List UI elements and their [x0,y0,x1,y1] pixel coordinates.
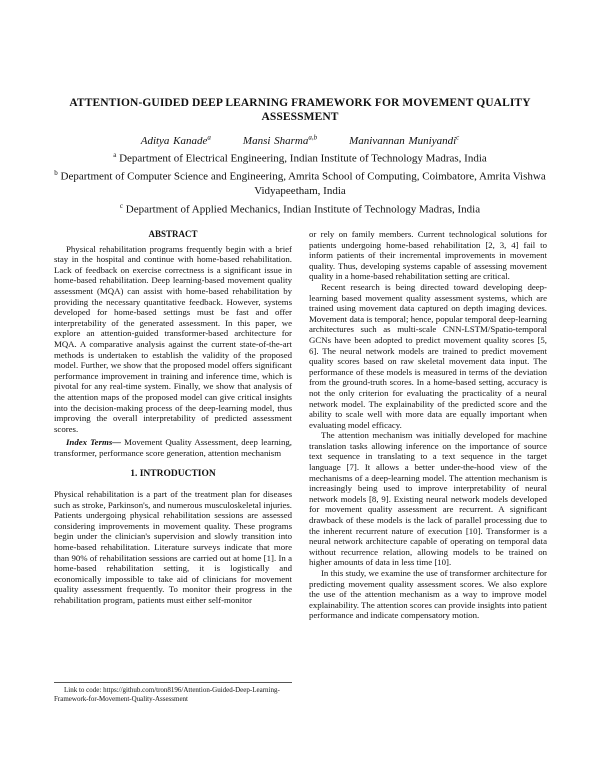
abstract-heading: ABSTRACT [148,229,198,239]
paper-title: ATTENTION-GUIDED DEEP LEARNING FRAMEWORK FOR MOVEMENT QUALITY ASSESSMENT [69,97,531,123]
affiliation: $^a$ Department of Electrical Engineering, Indian Institute of Technology Madras, India [113,151,487,165]
author-name: Aditya Kanade$^a$ [140,133,211,147]
left-column [54,229,292,606]
body-paragraph: In this study, we examine the use of transformer architecture for predicting movement quality assessment scores. We also explore the use of the attention mechanism as a way to improve model explainability. The attention scores can provide insights into patient performance and indicate compensatory motion. [309,568,547,621]
body-paragraph: or rely on family members. Current technological solutions for patients undergoing home-based rehabilitation [2, 3, 4] fail to inform patients of their incremental improvements in movement quality. Thus, developing systems capable of assessing movement quality in a home-based rehabilitation setting are critical. [309,229,547,282]
body-paragraph: The attention mechanism was initially developed for machine translation tasks allowing inference on the importance of source text sequence in translating to a text sequence in the target language [7]. It allows a better under-the-hood view of the mechanisms of a deep-learning model. The attention mechanism is increasingly being used to improve interpretability of neural network models [8, 9]. Existing neural network models developed for movement quality assessment are recurrent. A significant drawback of these models is the lack of parallel processing due to the inherent recurrent nature of execution [10]. Transformer is a neural network architecture capable of operating on temporal data without recurrence relation, allowing models to be trained on higher amounts of data in less time [10]. [309,430,547,568]
footnote [54,682,292,704]
index-terms: Index Terms— Movement Quality Assessment, deep learning, transformer, performance score generation, attention mechanism [54,437,292,458]
section-heading-introduction: 1. INTRODUCTION [130,469,216,480]
intro-paragraph: Physical rehabilitation is a part of the treatment plan for diseases such as stroke, Parkinson's, and numerous musculoskeletal injuries. Patients undergoing physical rehabilitation sessions are assessed considering improvements in movement quality. These programs begin under the clinician's supervision and slowly transition into home-based rehabilitation. Literature surveys indicate that more than 90% of rehabilitation sessions are carried out at home [1]. In a home-based rehabilitation setting, it is logistically and economically impossible to take aid of clinicians for movement quality assessment frequently. To monitor their progress in the rehabilitation program, patients must either self-monitor [54,489,292,605]
affiliation: $^c$ Department of Applied Mechanics, Indian Institute of Technology Madras, India [119,201,481,216]
right-column [309,229,547,621]
author-list [0,133,600,147]
author-name: Manivannan Muniyandi$^c$ [349,133,460,147]
author-name: Mansi Sharma$^{a,b}$ [242,133,318,147]
body-paragraph: Recent research is being directed toward developing deep-learning based movement quality assessment systems, which are trained using movement data captured on depth imaging devices. Movement data is temporal; hence, popular temporal deep-learning architectures such as multi-scale CNN-LSTM/Spatio-temporal GCNs have been adopted to predict movement quality scores [5, 6]. The neural network models are trained to predict movement quality scores based on raw skeletal movement data input. The performance of these models is measured in terms of the deviation from the ground-truth scores. In a home-based setting, accuracy is not the only criterion for evaluating the practicality of a neural network model. The explainability of the predicted score and the ability to scale well with more data are equally important when evaluating model efficacy. [309,281,547,430]
affiliation-list [40,148,560,217]
footnote-text: Link to code: https://github.com/tron8196/Attention-Guided-Deep-Learning-Framework-for-Movement-Quality-Assessment [54,686,280,703]
abstract-text: Physical rehabilitation programs frequently begin with a brief stay in the hospital and continue with home-based rehabilitation. Lack of feedback on exercise correctness is a significant issue in home-based rehabilitation. Deep learning-based movement quality assessment (MQA) can assist with home-based rehabilitation by providing the necessary quantitative feedback. However, systems developed for home-based settings must be fast and offer interpretability of the generated assessment. In this paper, we explore an attention-guided transformer-based architecture for MQA. A comparative analysis against the current state-of-the-art methods is undertaken to establish the validity of the proposed model. Further, we show that the proposed model offers significant performance improvement in training and inference time, which is pivotal for any real-time system. Finally, we show that analysis of the attention maps of the proposed model can give critical insights into the decision-making process of the deep-learning model, thus improving the overall interpretability of predicted assessment scores. [54,243,292,434]
affiliation: $^b$ Department of Computer Science and Engineering, Amrita School of Computing, Coimbatore, Amrita Vishwa Vidyapeetham, India [54,169,546,198]
